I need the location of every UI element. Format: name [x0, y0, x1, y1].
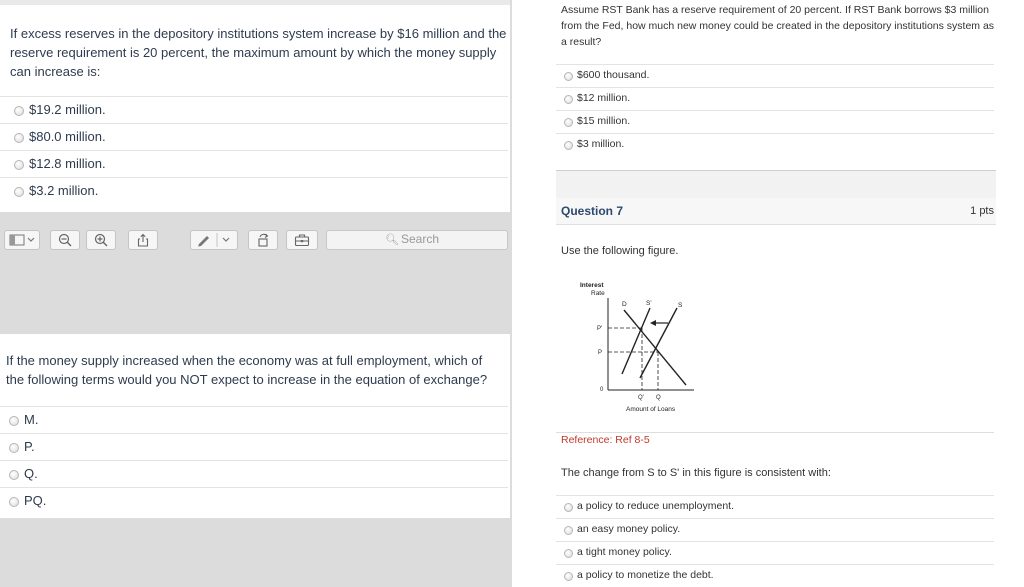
- question-points: 1 pts: [970, 205, 994, 217]
- radio-button[interactable]: [564, 526, 573, 535]
- answer-label: PQ.: [24, 493, 47, 508]
- viewer-toolbar: [0, 228, 512, 252]
- sidebar-toggle-button[interactable]: [4, 230, 40, 250]
- answer-label: $600 thousand.: [577, 69, 650, 81]
- toolbox-button[interactable]: [286, 230, 318, 250]
- share-button[interactable]: [128, 230, 158, 250]
- toolbox-icon: [294, 233, 310, 247]
- search-icon: 🔍︎: [385, 234, 399, 246]
- answer-label: $3.2 million.: [29, 183, 99, 198]
- radio-button[interactable]: [564, 503, 573, 512]
- radio-button[interactable]: [564, 572, 573, 581]
- answer-option[interactable]: [0, 123, 508, 150]
- radio-button[interactable]: [564, 549, 573, 558]
- arrow-head: [650, 320, 656, 326]
- answer-option[interactable]: [556, 541, 994, 564]
- tick-label-q: Q: [656, 395, 661, 401]
- answer-label: Q.: [24, 466, 38, 481]
- question-text: If the money supply increased when the economy was at full employment, which of the following terms would you NOT expect to increase in the equation of exchange?: [6, 353, 488, 387]
- answer-label: $3 million.: [577, 138, 625, 150]
- question-text: If excess reserves in the depository institutions system increase by $16 million and the reserve requirement is 20 percent, the maximum amount by which the money supply can increase is:: [10, 26, 507, 79]
- answer-label: M.: [24, 412, 39, 427]
- question-card-rst-bank: [512, 0, 1024, 170]
- answer-option[interactable]: [556, 133, 994, 156]
- rotate-button[interactable]: [248, 230, 278, 250]
- answer-option[interactable]: [556, 495, 994, 518]
- tick-label-p: P: [598, 350, 603, 356]
- x-axis-label: Amount of Loans: [626, 406, 676, 413]
- supply-curve-s-prime: [622, 308, 650, 374]
- question-text: Assume RST Bank has a reserve requirement of 20 percent. If RST Bank borrows $3 million from the Fed, how much new money could be created in the depository institutions system as a result?: [561, 4, 995, 48]
- answer-label: an easy money policy.: [577, 523, 681, 535]
- answer-label: P.: [24, 439, 35, 454]
- question-text: The change from S to S' in this figure is consistent with:: [561, 467, 831, 479]
- answer-option[interactable]: [556, 87, 994, 110]
- answer-option[interactable]: [556, 110, 994, 133]
- origin-label: 0: [600, 387, 604, 393]
- answer-option[interactable]: [556, 64, 994, 87]
- zoom-out-button[interactable]: [50, 230, 80, 250]
- answer-label: $12.8 million.: [29, 156, 106, 171]
- answer-label: $80.0 million.: [29, 129, 106, 144]
- answer-label: a tight money policy.: [577, 546, 672, 558]
- reference-text: Reference: Ref 8-5: [561, 434, 650, 446]
- radio-button[interactable]: [564, 72, 573, 81]
- curve-label-s: S: [678, 302, 683, 309]
- rotate-icon: [256, 233, 270, 247]
- answer-option[interactable]: [0, 150, 508, 177]
- answer-option[interactable]: [0, 406, 508, 433]
- answer-label: a policy to reduce unemployment.: [577, 500, 735, 512]
- answer-label: $15 million.: [577, 115, 631, 127]
- radio-button[interactable]: [564, 118, 573, 127]
- radio-button[interactable]: [14, 133, 24, 143]
- radio-button[interactable]: [9, 443, 19, 453]
- radio-button[interactable]: [14, 160, 24, 170]
- search-field[interactable]: [326, 230, 508, 250]
- radio-button[interactable]: [9, 470, 19, 480]
- answer-label: $19.2 million.: [29, 102, 106, 117]
- question-intro: Use the following figure.: [561, 245, 679, 257]
- question-card-equation-of-exchange: [0, 334, 510, 518]
- radio-button[interactable]: [9, 497, 19, 507]
- tick-label-q-prime: Q': [638, 395, 644, 401]
- sidebar-icon: [7, 233, 37, 247]
- answer-option[interactable]: [0, 96, 508, 123]
- curve-label-d: D: [622, 301, 627, 308]
- zoom-out-icon: [58, 233, 72, 247]
- radio-button[interactable]: [14, 106, 24, 116]
- answer-option[interactable]: [0, 487, 508, 514]
- answer-option[interactable]: [556, 564, 994, 587]
- pen-icon: [193, 233, 235, 247]
- loan-market-figure: [562, 278, 702, 420]
- zoom-in-icon: [94, 233, 108, 247]
- question-card-excess-reserves: [0, 0, 510, 212]
- zoom-in-button[interactable]: [86, 230, 116, 250]
- search-input[interactable]: [401, 232, 501, 246]
- y-axis-label-line2: Rate: [591, 290, 605, 297]
- question-separator-band: [556, 170, 996, 199]
- answer-label: $12 million.: [577, 92, 631, 104]
- radio-button[interactable]: [14, 187, 24, 197]
- radio-button[interactable]: [564, 141, 573, 150]
- markup-button[interactable]: [190, 230, 238, 250]
- divider: [556, 432, 994, 433]
- tick-label-p-prime: P': [597, 326, 603, 332]
- card-top-border: [0, 0, 510, 5]
- answer-option[interactable]: [0, 177, 508, 204]
- y-axis-label-line1: Interest: [580, 282, 604, 289]
- answer-option[interactable]: [0, 460, 508, 487]
- question-number: Question 7: [561, 204, 624, 218]
- answer-option[interactable]: [0, 433, 508, 460]
- answer-option[interactable]: [556, 518, 994, 541]
- radio-button[interactable]: [9, 416, 19, 426]
- answer-label: a policy to monetize the debt.: [577, 569, 714, 581]
- radio-button[interactable]: [564, 95, 573, 104]
- share-icon: [136, 233, 150, 247]
- question-header: [556, 198, 996, 225]
- curve-label-s-prime: S': [646, 300, 652, 307]
